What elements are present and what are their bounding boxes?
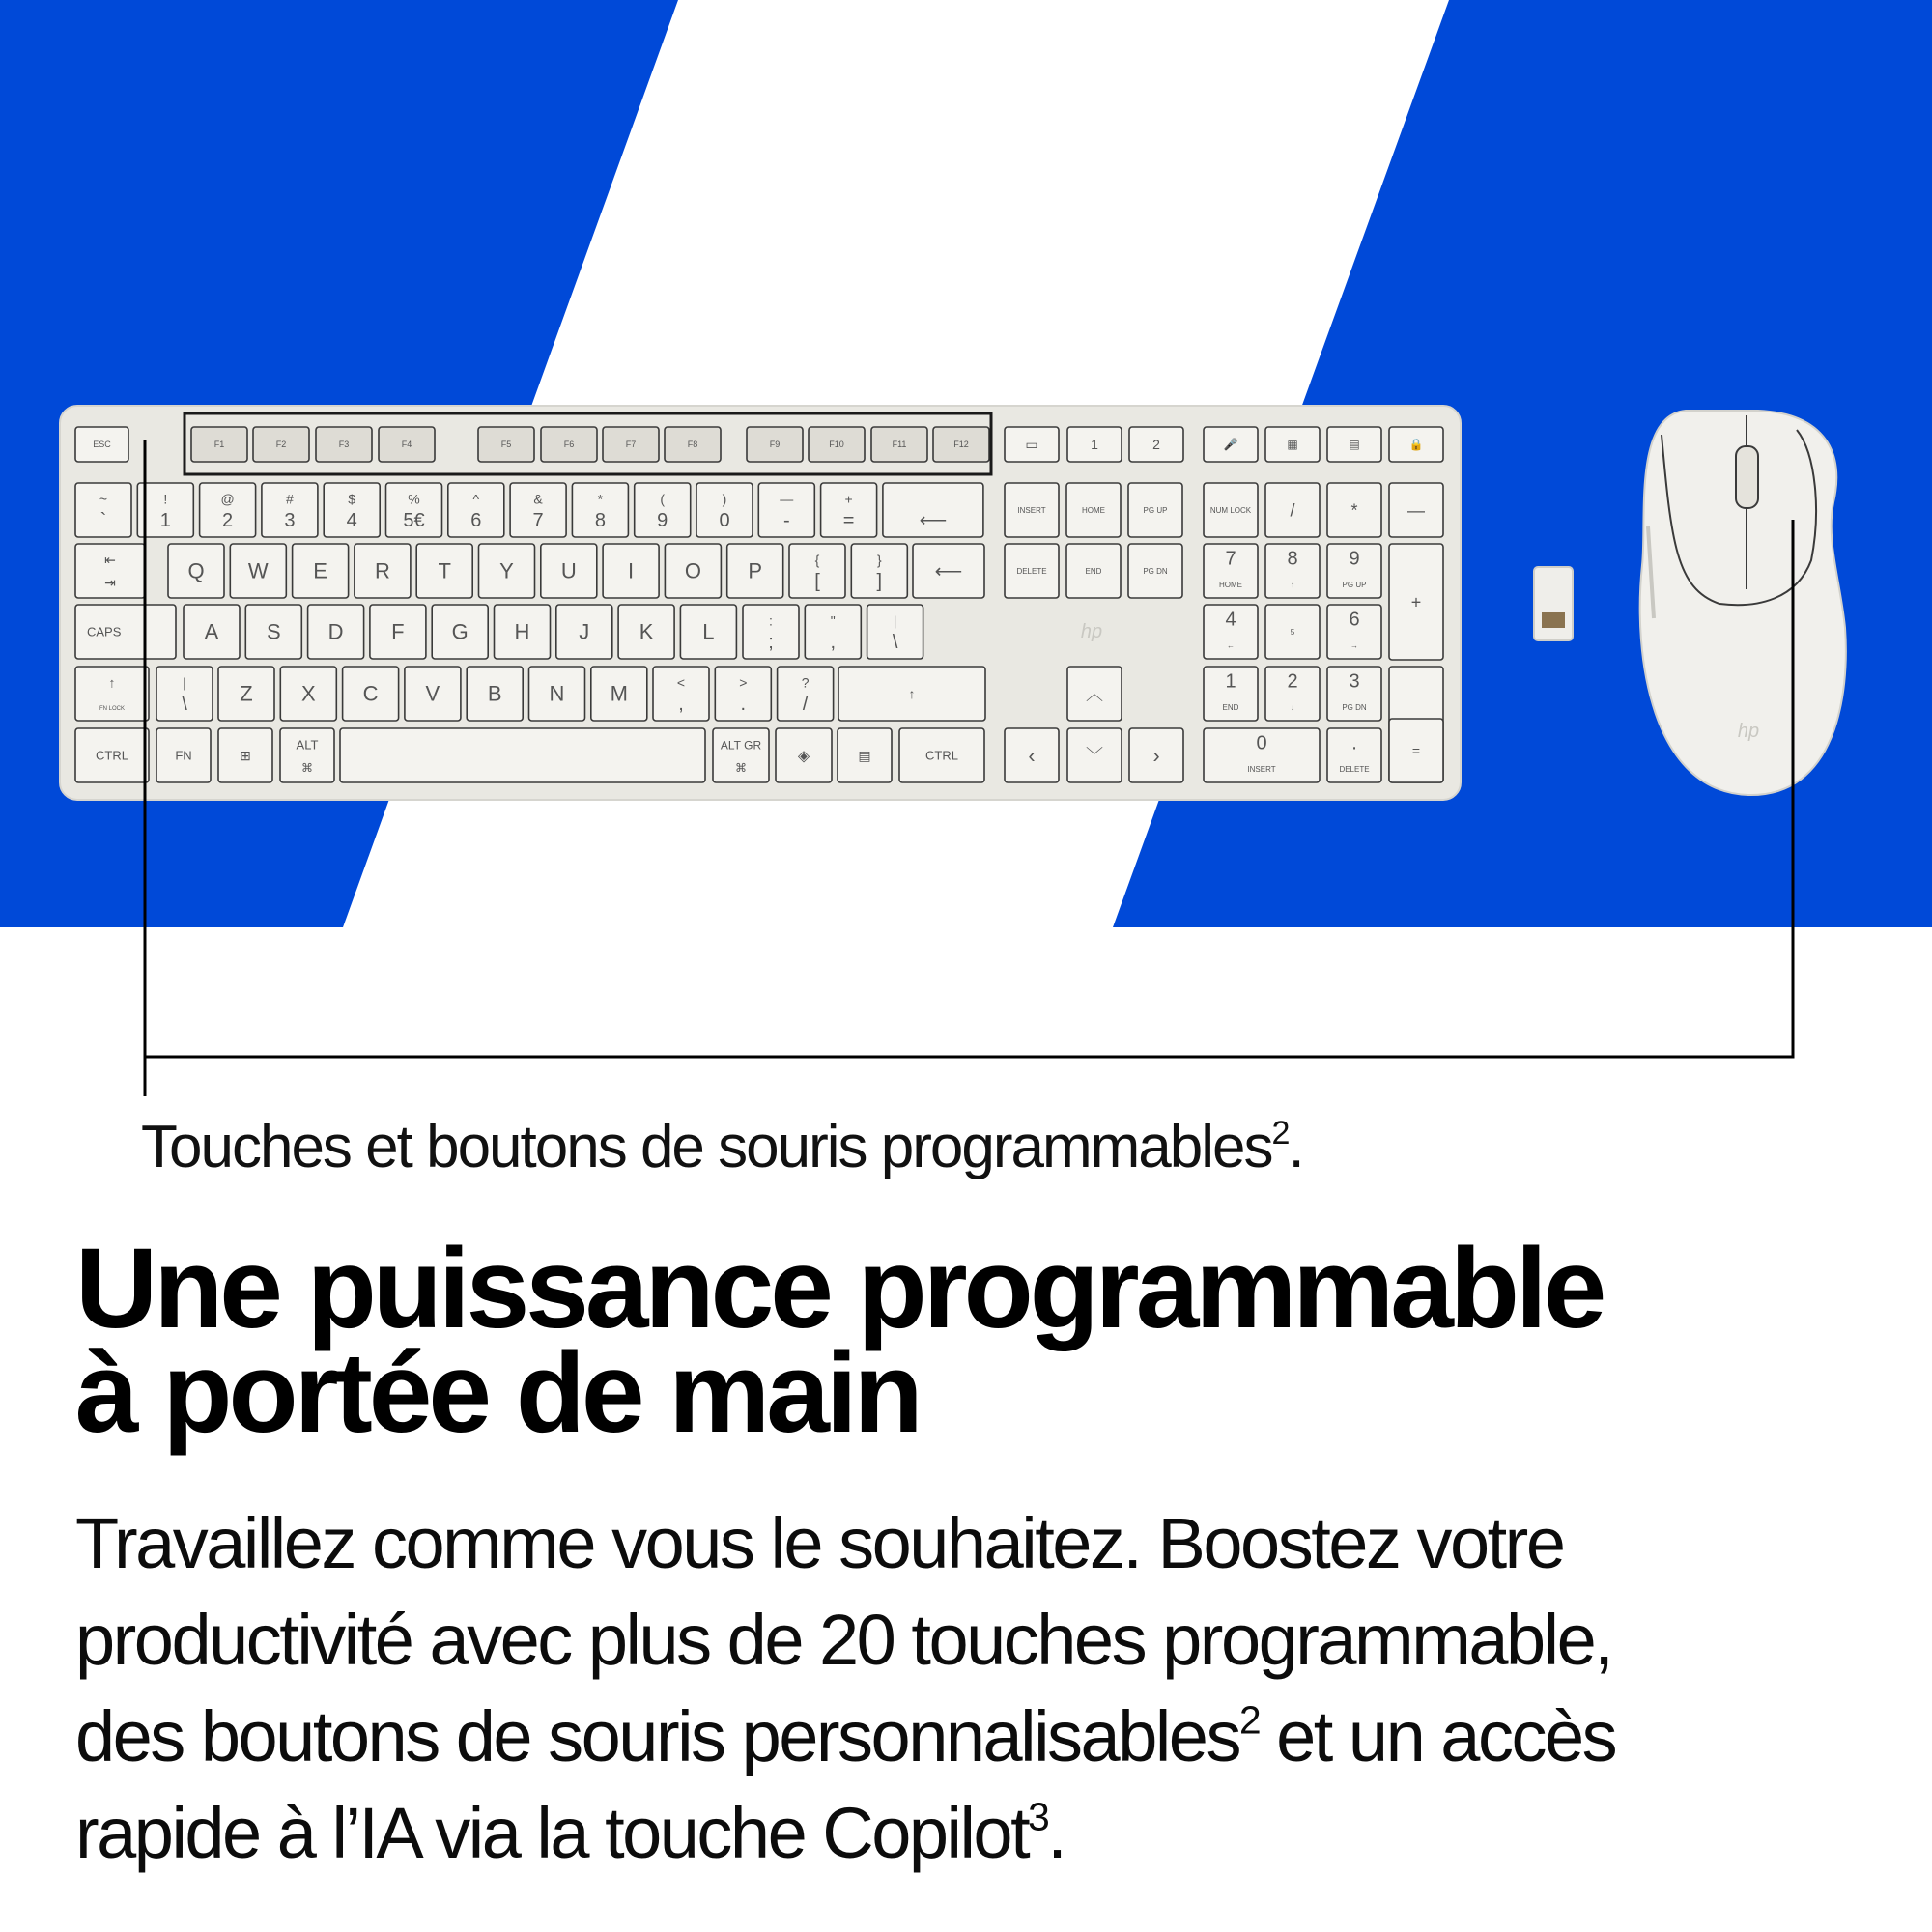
key-f5[interactable] bbox=[478, 427, 534, 462]
key-label: ^ bbox=[472, 491, 480, 507]
key-numpad-3[interactable] bbox=[1327, 667, 1381, 721]
key-label: ⟵ bbox=[919, 509, 948, 531]
key-label: 6 bbox=[470, 509, 482, 531]
key-label: F4 bbox=[401, 440, 412, 450]
key-fn[interactable] bbox=[156, 728, 211, 782]
key-label: F1 bbox=[213, 440, 225, 450]
caption-text: Touches et boutons de souris programmables bbox=[141, 1114, 1272, 1180]
key-label: : bbox=[769, 612, 773, 629]
key-label: 🔒 bbox=[1408, 438, 1424, 452]
key-bt-mode[interactable] bbox=[1005, 427, 1059, 462]
body-line-4 bbox=[75, 1793, 1065, 1873]
key-label: ↑ bbox=[908, 685, 916, 701]
key-label: 4 bbox=[346, 509, 357, 531]
key-label: E bbox=[313, 558, 327, 583]
key-label: → bbox=[1350, 640, 1358, 650]
key-numpad-9[interactable] bbox=[1327, 544, 1381, 598]
hero-illustration bbox=[0, 0, 1932, 927]
key-util-2[interactable] bbox=[1327, 427, 1381, 462]
key-end[interactable] bbox=[1066, 544, 1121, 598]
key-label: * bbox=[597, 491, 604, 507]
key-label: J bbox=[579, 619, 590, 644]
key-label: ↓ bbox=[1291, 702, 1294, 712]
key-numpad-2[interactable] bbox=[1327, 483, 1381, 537]
key-numpad-3[interactable] bbox=[1389, 483, 1443, 537]
key-label: F2 bbox=[275, 440, 287, 450]
key-f1[interactable] bbox=[191, 427, 247, 462]
key-q[interactable] bbox=[168, 544, 224, 598]
key-num-0[interactable] bbox=[75, 483, 131, 537]
body-footnote-2: 2 bbox=[1238, 1697, 1260, 1743]
key-num-12[interactable] bbox=[821, 483, 877, 537]
key-label: FN bbox=[175, 748, 192, 763]
key-f2[interactable] bbox=[253, 427, 309, 462]
key-label: * bbox=[1350, 500, 1358, 521]
key-b[interactable] bbox=[467, 667, 523, 721]
key-numpad-equals[interactable] bbox=[1389, 719, 1443, 782]
key-alt[interactable] bbox=[280, 728, 334, 782]
body-line-4-text: rapide à l’IA via la touche Copilot bbox=[75, 1793, 1029, 1873]
key-label: 8 bbox=[594, 509, 606, 531]
feature-caption bbox=[141, 1113, 1303, 1181]
key-label: Q bbox=[187, 558, 205, 583]
key-label: K bbox=[639, 619, 654, 644]
key-label: DELETE bbox=[1016, 566, 1047, 576]
key-label: Z bbox=[240, 681, 253, 706]
key-f7[interactable] bbox=[603, 427, 659, 462]
key-label: F10 bbox=[829, 440, 844, 450]
key-shift-punct-2[interactable] bbox=[778, 667, 834, 721]
body-line-3-text: des boutons de souris personnalisables bbox=[75, 1696, 1239, 1776]
key-label: ◈ bbox=[797, 748, 810, 765]
key-f8[interactable] bbox=[665, 427, 721, 462]
key-label: / bbox=[1290, 500, 1295, 521]
key-bracket-1[interactable] bbox=[851, 544, 907, 598]
key-label: < bbox=[676, 674, 686, 691]
key-label: | bbox=[183, 674, 186, 691]
key-label: . bbox=[740, 693, 747, 715]
key-label: F3 bbox=[338, 440, 350, 450]
key-label: 2 bbox=[222, 509, 234, 531]
key-label: F9 bbox=[769, 440, 781, 450]
key-label: HOME bbox=[1219, 580, 1242, 589]
key-num-10[interactable] bbox=[696, 483, 753, 537]
key-label: F5 bbox=[500, 440, 512, 450]
key-label: " bbox=[830, 612, 836, 629]
key-label: F6 bbox=[563, 440, 575, 450]
key-label: ) bbox=[722, 491, 727, 507]
key-numpad-7[interactable] bbox=[1204, 544, 1258, 598]
key-label: , bbox=[678, 693, 684, 715]
headline-line-2: à portée de main bbox=[75, 1329, 920, 1457]
key-label: | bbox=[893, 612, 897, 629]
key-label: . bbox=[1351, 732, 1357, 754]
body-paragraph bbox=[75, 1495, 1872, 1882]
key-home[interactable] bbox=[1066, 483, 1121, 537]
key-arrow-up[interactable] bbox=[1067, 667, 1122, 721]
key-label: › bbox=[1152, 743, 1160, 768]
key-numpad-1[interactable] bbox=[1204, 667, 1258, 721]
key-d[interactable] bbox=[308, 605, 364, 659]
key-h[interactable] bbox=[495, 605, 551, 659]
key-label: FN LOCK bbox=[99, 705, 126, 712]
key-numpad-1[interactable] bbox=[1265, 483, 1320, 537]
key-label: END bbox=[1085, 566, 1102, 576]
key-z[interactable] bbox=[218, 667, 274, 721]
key-w[interactable] bbox=[230, 544, 286, 598]
key-label: R bbox=[374, 558, 390, 583]
key-label: @ bbox=[220, 491, 235, 507]
key-copilot[interactable] bbox=[776, 728, 832, 782]
key-label: ? bbox=[801, 674, 810, 691]
key-s[interactable] bbox=[245, 605, 301, 659]
key-label: W bbox=[247, 558, 269, 583]
key-caps[interactable] bbox=[75, 605, 176, 659]
key-label: S bbox=[266, 619, 281, 644]
key-numpad-0[interactable] bbox=[1204, 728, 1320, 782]
key-label: C bbox=[362, 681, 379, 706]
body-line-4-tail: . bbox=[1047, 1793, 1065, 1873]
key-f3[interactable] bbox=[316, 427, 372, 462]
key-shift-left[interactable] bbox=[75, 667, 149, 721]
key-label: I bbox=[628, 558, 635, 583]
key-label: ▤ bbox=[1349, 438, 1360, 452]
key-f9[interactable] bbox=[747, 427, 803, 462]
key-label: 1 bbox=[1091, 436, 1098, 452]
key-label: , bbox=[830, 631, 837, 653]
key-label: N bbox=[549, 681, 565, 706]
key-label: 0 bbox=[1256, 732, 1267, 754]
key-f12[interactable] bbox=[933, 427, 989, 462]
key-label: 5 bbox=[1290, 627, 1295, 637]
body-line-3-tail: et un accès bbox=[1259, 1696, 1616, 1776]
key-num-3[interactable] bbox=[262, 483, 318, 537]
key-label: 3 bbox=[1349, 670, 1360, 693]
key-punct-2[interactable] bbox=[867, 605, 923, 659]
key-shift-punct-1[interactable] bbox=[715, 667, 771, 721]
key-label: U bbox=[560, 558, 577, 583]
key-pg-dn[interactable] bbox=[1128, 544, 1182, 598]
key-num-7[interactable] bbox=[510, 483, 566, 537]
key-esc[interactable] bbox=[75, 427, 128, 462]
key-tab[interactable] bbox=[75, 544, 145, 598]
key-label: CTRL bbox=[96, 748, 128, 763]
key-enter[interactable] bbox=[913, 544, 984, 598]
key-label: ← bbox=[1227, 640, 1235, 650]
key-label: INSERT bbox=[1017, 505, 1046, 515]
key-label: ︿ bbox=[1086, 684, 1103, 704]
key-label: ( bbox=[660, 491, 666, 507]
key-label: % bbox=[408, 491, 420, 507]
key-label: — bbox=[1407, 500, 1425, 521]
key-label: $ bbox=[348, 491, 356, 507]
hp-logo: hp bbox=[1080, 621, 1103, 642]
key-label: ⇤ bbox=[104, 552, 116, 568]
key-label: M bbox=[610, 681, 628, 706]
key-label: — bbox=[780, 491, 794, 507]
key-menu[interactable] bbox=[838, 728, 892, 782]
key-e[interactable] bbox=[293, 544, 349, 598]
key-r[interactable] bbox=[355, 544, 411, 598]
key-label: ▦ bbox=[1287, 438, 1298, 452]
key-label: PG UP bbox=[1342, 580, 1367, 589]
key-label: 9 bbox=[1349, 548, 1360, 570]
key-ctrl-left[interactable] bbox=[75, 728, 149, 782]
key-punct-1[interactable] bbox=[805, 605, 861, 659]
key-ctrl-right[interactable] bbox=[899, 728, 984, 782]
key-label: P bbox=[748, 558, 763, 583]
key-label: ~ bbox=[99, 491, 108, 507]
key-label: PG UP bbox=[1143, 505, 1168, 515]
key-label: D bbox=[327, 619, 344, 644]
key-label: ⌘ bbox=[735, 760, 747, 775]
key-a[interactable] bbox=[184, 605, 240, 659]
key-f4[interactable] bbox=[379, 427, 435, 462]
key-num-11[interactable] bbox=[758, 483, 814, 537]
key-util-0[interactable] bbox=[1204, 427, 1258, 462]
key-x[interactable] bbox=[280, 667, 336, 721]
caption-footnote: 2 bbox=[1271, 1115, 1289, 1152]
key-pg-up[interactable] bbox=[1128, 483, 1182, 537]
key-numpad-0[interactable] bbox=[1204, 483, 1258, 537]
key-label: 2 bbox=[1152, 436, 1160, 452]
key-numpad-6[interactable] bbox=[1327, 605, 1381, 659]
headline bbox=[75, 1225, 1872, 1457]
key-p[interactable] bbox=[727, 544, 783, 598]
key-v[interactable] bbox=[405, 667, 461, 721]
key-label: CAPS bbox=[87, 624, 122, 639]
key-label: 3 bbox=[284, 509, 296, 531]
key-label: ⌘ bbox=[301, 760, 313, 775]
key-label: INSERT bbox=[1247, 764, 1276, 774]
key-space[interactable] bbox=[340, 728, 705, 782]
key-label: > bbox=[739, 674, 748, 691]
key-label: [ bbox=[814, 570, 820, 592]
key-util-3[interactable] bbox=[1389, 427, 1443, 462]
key-label: 5€ bbox=[403, 509, 425, 531]
body-line-3 bbox=[75, 1696, 1615, 1776]
key-num-8[interactable] bbox=[572, 483, 628, 537]
key-num-5[interactable] bbox=[386, 483, 442, 537]
key-windows[interactable] bbox=[218, 728, 272, 782]
key-label: F8 bbox=[687, 440, 698, 450]
key-label: \ bbox=[182, 693, 187, 715]
key-label: { bbox=[814, 552, 820, 568]
key-label: ESC bbox=[93, 440, 111, 450]
key-num-9[interactable] bbox=[635, 483, 691, 537]
key-label: HOME bbox=[1082, 505, 1105, 515]
mouse-hp-logo: hp bbox=[1737, 721, 1760, 742]
key-label: X bbox=[300, 681, 316, 706]
key-y[interactable] bbox=[479, 544, 535, 598]
key-m[interactable] bbox=[591, 667, 647, 721]
key-label: PG DN bbox=[1143, 566, 1168, 576]
key-numpad-2[interactable] bbox=[1265, 667, 1320, 721]
key-label: ⇥ bbox=[104, 574, 116, 590]
key-label: 4 bbox=[1225, 609, 1236, 631]
key-label: F7 bbox=[625, 440, 637, 450]
key-punct-0[interactable] bbox=[743, 605, 799, 659]
key-i[interactable] bbox=[603, 544, 659, 598]
key-util-1[interactable] bbox=[1265, 427, 1320, 462]
key-label: PG DN bbox=[1342, 702, 1367, 712]
key-label: F bbox=[391, 619, 405, 644]
key-label: 1 bbox=[1225, 670, 1236, 693]
key-arrow-left[interactable] bbox=[1005, 728, 1059, 782]
caption-period: . bbox=[1288, 1114, 1303, 1180]
key-label: ] bbox=[876, 570, 883, 592]
key-label: Y bbox=[499, 558, 514, 583]
usb-receiver bbox=[1534, 567, 1573, 640]
key-label: ⊞ bbox=[240, 747, 251, 763]
key-label: DELETE bbox=[1339, 764, 1370, 774]
key-label: - bbox=[782, 509, 790, 531]
key-label: 0 bbox=[719, 509, 730, 531]
key-label: 🎤 bbox=[1223, 438, 1238, 452]
key-pipe[interactable] bbox=[156, 667, 213, 721]
key-num-13[interactable] bbox=[883, 483, 983, 537]
headline-line-1: Une puissance programmable bbox=[75, 1225, 1604, 1352]
key-label: L bbox=[702, 619, 715, 644]
key-label: 2 bbox=[1287, 670, 1298, 693]
key-numpad-5[interactable] bbox=[1265, 605, 1320, 659]
key-num-1[interactable] bbox=[137, 483, 193, 537]
key-label: O bbox=[684, 558, 701, 583]
key-insert[interactable] bbox=[1005, 483, 1059, 537]
key-label: = bbox=[842, 509, 855, 531]
key-label: G bbox=[451, 619, 469, 644]
key-label: 7 bbox=[532, 509, 544, 531]
key-f10[interactable] bbox=[809, 427, 865, 462]
key-label: 8 bbox=[1287, 548, 1298, 570]
key-label: ▭ bbox=[1025, 436, 1038, 452]
key-label: CTRL bbox=[925, 748, 958, 763]
key-shift-punct-0[interactable] bbox=[653, 667, 709, 721]
key-f11[interactable] bbox=[871, 427, 927, 462]
body-footnote-3: 3 bbox=[1028, 1794, 1048, 1839]
key-label: H bbox=[514, 619, 530, 644]
key-label: ▤ bbox=[858, 747, 871, 763]
key-num-4[interactable] bbox=[324, 483, 380, 537]
key-f6[interactable] bbox=[541, 427, 597, 462]
key-label: ! bbox=[163, 491, 168, 507]
key-label: END bbox=[1222, 702, 1239, 712]
key-f[interactable] bbox=[370, 605, 426, 659]
key-label: \ bbox=[892, 631, 898, 653]
key-label: + bbox=[1410, 592, 1422, 612]
key-label: ALT GR bbox=[720, 738, 762, 753]
key-numpad-8[interactable] bbox=[1265, 544, 1320, 598]
key-label: # bbox=[286, 491, 294, 507]
key-c[interactable] bbox=[343, 667, 399, 721]
key-label: } bbox=[876, 552, 882, 568]
key-label: ﹀ bbox=[1086, 746, 1103, 766]
key-u[interactable] bbox=[541, 544, 597, 598]
key-label: V bbox=[425, 681, 440, 706]
body-line-2: productivité avec plus de 20 touches programmable, bbox=[75, 1600, 1612, 1680]
key-label: 7 bbox=[1225, 548, 1236, 570]
key-k[interactable] bbox=[618, 605, 674, 659]
key-label: ↑ bbox=[1291, 580, 1294, 589]
key-numpad-4[interactable] bbox=[1204, 605, 1258, 659]
key-num-2[interactable] bbox=[200, 483, 256, 537]
key-label: ⟵ bbox=[934, 561, 963, 582]
key-j[interactable] bbox=[556, 605, 612, 659]
key-label: F11 bbox=[892, 440, 907, 450]
key-bracket-0[interactable] bbox=[789, 544, 845, 598]
key-t[interactable] bbox=[416, 544, 472, 598]
key-label: A bbox=[204, 619, 219, 644]
scroll-wheel bbox=[1736, 446, 1758, 508]
key-label: & bbox=[533, 491, 543, 507]
key-shift-right[interactable] bbox=[838, 667, 985, 721]
key-label: B bbox=[487, 681, 502, 706]
key-label: + bbox=[844, 491, 853, 507]
key-label: 9 bbox=[657, 509, 668, 531]
key-o[interactable] bbox=[665, 544, 721, 598]
key-delete[interactable] bbox=[1005, 544, 1059, 598]
key-n[interactable] bbox=[529, 667, 585, 721]
key-label: ‹ bbox=[1028, 743, 1036, 768]
body-line-1: Travaillez comme vous le souhaitez. Boostez votre bbox=[75, 1503, 1564, 1583]
key-label: NUM LOCK bbox=[1209, 505, 1252, 515]
key-num-6[interactable] bbox=[448, 483, 504, 537]
key-label: ↑ bbox=[108, 674, 116, 691]
key-numpad-dot[interactable] bbox=[1327, 728, 1381, 782]
key-label: T bbox=[438, 558, 451, 583]
key-bt-2[interactable] bbox=[1129, 427, 1183, 462]
key-label: ALT bbox=[296, 737, 319, 753]
key-arrow-right[interactable] bbox=[1129, 728, 1183, 782]
key-label: = bbox=[1411, 742, 1421, 758]
mouse bbox=[1640, 411, 1846, 795]
key-bt-1[interactable] bbox=[1067, 427, 1122, 462]
key-label: F12 bbox=[953, 440, 969, 450]
key-label: 1 bbox=[159, 509, 171, 531]
key-arrow-down[interactable] bbox=[1067, 728, 1122, 782]
key-label: ; bbox=[768, 631, 774, 653]
key-g[interactable] bbox=[432, 605, 488, 659]
key-numpad-plus[interactable] bbox=[1389, 544, 1443, 660]
key-label: / bbox=[802, 693, 809, 715]
key-label: ` bbox=[99, 509, 107, 531]
key-alt-gr[interactable] bbox=[713, 728, 769, 782]
key-l[interactable] bbox=[680, 605, 736, 659]
key-label: 6 bbox=[1349, 609, 1360, 631]
